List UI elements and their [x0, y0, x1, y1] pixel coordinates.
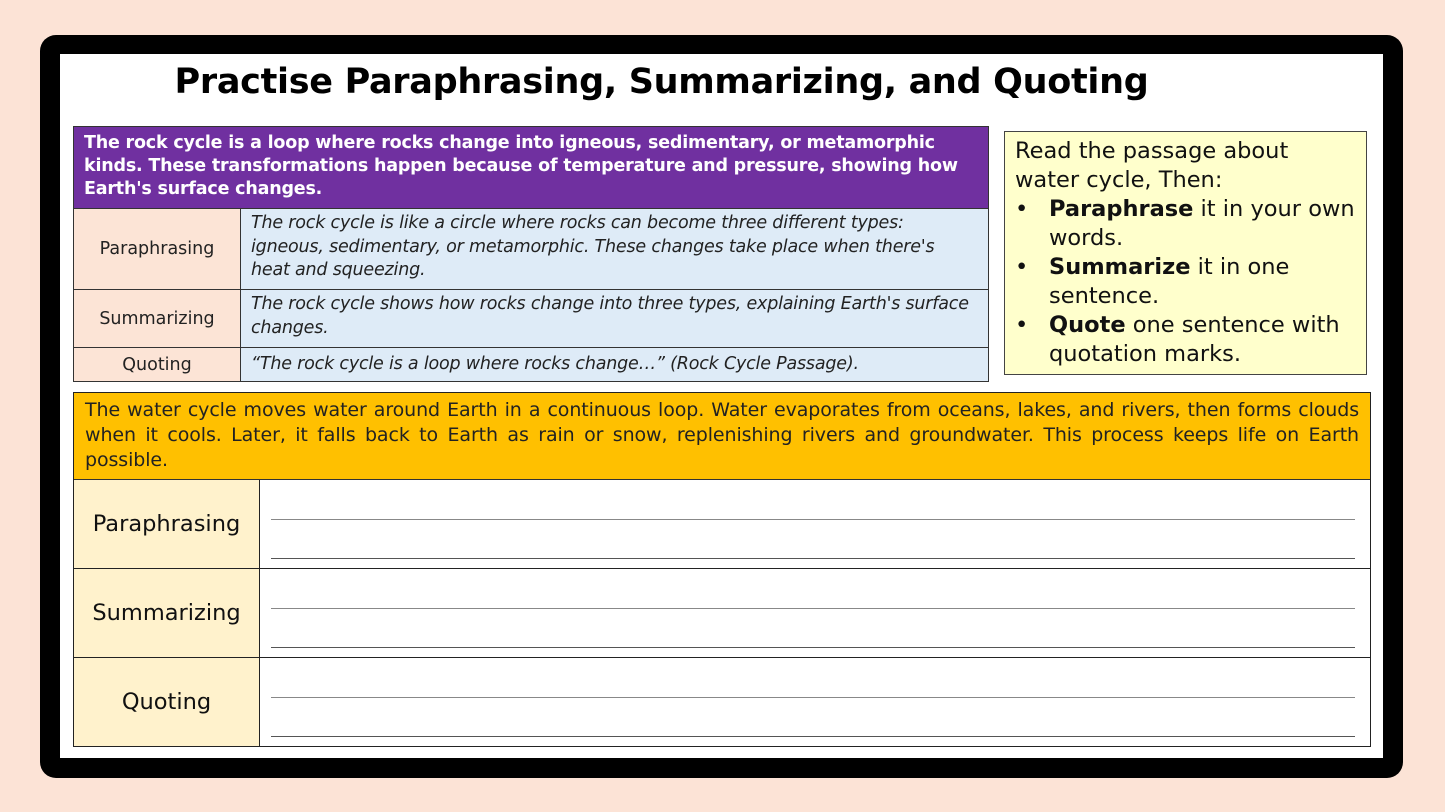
example-text: The rock cycle shows how rocks change into three types, explaining Earth's surface changes.	[241, 290, 988, 347]
instructions-intro: Read the passage about water cycle, Then:	[1015, 138, 1289, 193]
writing-line	[271, 519, 1355, 520]
example-text: The rock cycle is like a circle where rocks can become three different types: igneous, sedimentary, or metamorphic. These changes take place when there's heat and squeezing.	[241, 209, 988, 289]
bullet-icon: •	[1015, 196, 1029, 222]
writing-line	[271, 558, 1355, 559]
activity-table	[73, 392, 1371, 747]
instruction-text: one sentence with quotation marks.	[1049, 312, 1340, 367]
instruction-keyword: Paraphrase	[1049, 196, 1194, 222]
activity-label: Summarizing	[74, 569, 260, 657]
summarizing-answer-field[interactable]	[260, 569, 1370, 657]
instruction-text: it in one sentence.	[1049, 254, 1290, 309]
activity-row-summarizing	[74, 569, 1370, 658]
instruction-item-summarize	[1015, 253, 1356, 311]
example-row-quoting	[74, 348, 988, 381]
example-row-paraphrasing	[74, 209, 988, 290]
activity-label: Paraphrasing	[74, 480, 260, 568]
instruction-keyword: Summarize	[1049, 254, 1191, 280]
example-row-summarizing	[74, 290, 988, 348]
example-label: Paraphrasing	[74, 209, 241, 289]
example-label: Quoting	[74, 348, 241, 381]
water-cycle-passage: The water cycle moves water around Earth in a continuous loop. Water evaporates from oceans, lakes, and rivers, then forms clouds when it cools. Later, it falls back to Earth as rain or snow, replenishing rivers and groundwater. This process keeps life on Earth possible.	[74, 393, 1370, 480]
writing-line	[271, 608, 1355, 609]
instructions-box	[1004, 131, 1367, 375]
bullet-icon: •	[1015, 254, 1029, 280]
quoting-answer-field[interactable]	[260, 658, 1370, 746]
instruction-keyword: Quote	[1049, 312, 1126, 338]
instruction-item-paraphrase	[1015, 195, 1356, 253]
instruction-text: it in your own words.	[1049, 196, 1355, 251]
writing-line	[271, 647, 1355, 648]
instructions-list	[1015, 195, 1356, 369]
page-title: Practise Paraphrasing, Summarizing, and Quoting	[174, 62, 1149, 102]
example-passage: The rock cycle is a loop where rocks change into igneous, sedimentary, or metamorphic kinds. These transformations happen because of temperature and pressure, showing how Earth's surface changes.	[74, 127, 988, 209]
instruction-item-quote	[1015, 311, 1356, 369]
activity-label: Quoting	[74, 658, 260, 746]
activity-row-paraphrasing	[74, 480, 1370, 569]
writing-line	[271, 736, 1355, 737]
paraphrasing-answer-field[interactable]	[260, 480, 1370, 568]
example-text: “The rock cycle is a loop where rocks change…” (Rock Cycle Passage).	[241, 348, 988, 381]
bullet-icon: •	[1015, 312, 1029, 338]
writing-line	[271, 697, 1355, 698]
activity-row-quoting	[74, 658, 1370, 746]
example-label: Summarizing	[74, 290, 241, 347]
example-table	[73, 126, 989, 382]
